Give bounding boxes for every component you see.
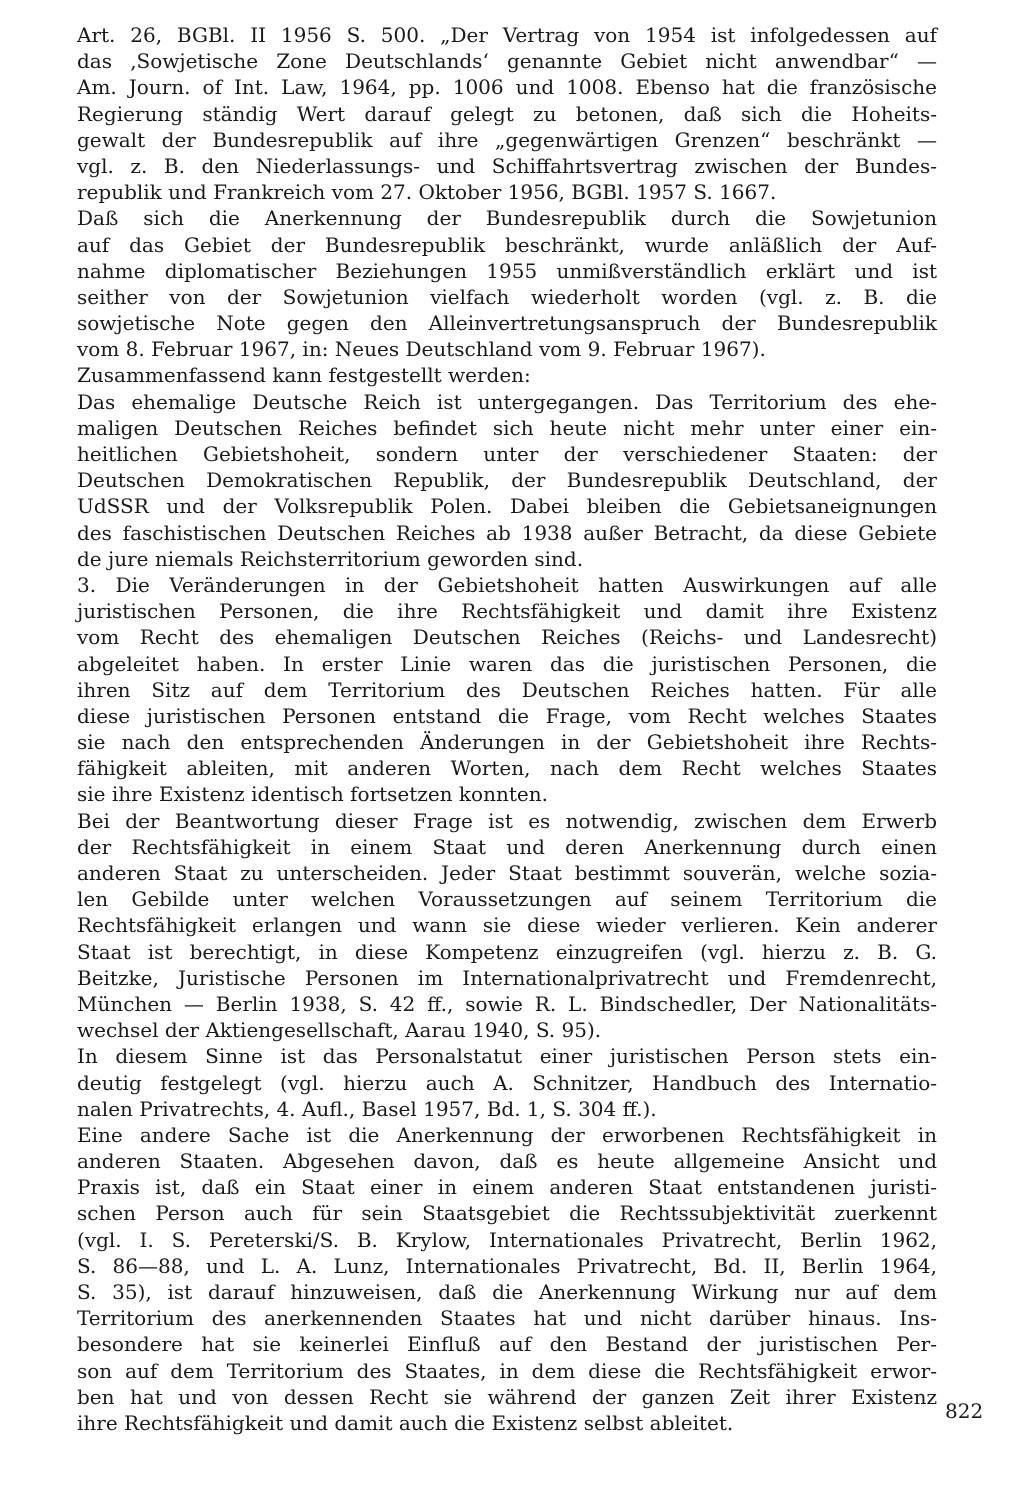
text-line: ihre Rechtsfähigkeit und damit auch die Existenz selbst ableitet. xyxy=(77,1410,734,1435)
text-line: anderen Staat zu unterscheiden. Jeder Staat bestimmt souverän, welche sozia- xyxy=(77,861,937,885)
text-line: S. 86—88, und L. A. Lunz, Internationales Privatrecht, Bd. II, Berlin 1964, xyxy=(77,1253,937,1278)
text-line: Bei der Beantwortung dieser Frage ist es notwendig, zwischen dem Erwerb xyxy=(77,808,937,833)
text-line: Art. 26, BGBl. II 1956 S. 500. „Der Vertrag von 1954 ist infolgedessen auf xyxy=(77,23,937,47)
text-line: sie nach den entsprechenden Änderungen in der Gebietshoheit ihre Rechts- xyxy=(77,730,937,755)
text-line: wechsel der Aktiengesellschaft, Aarau 1940, S. 95). xyxy=(77,1018,602,1043)
text-line: Zusammenfassend kann festgestellt werden: xyxy=(77,363,531,388)
text-line: schen Person auch für sein Staatsgebiet die Rechtssubjektivität zuerkennt xyxy=(77,1201,937,1226)
text-line: len Gebilde unter welchen Voraussetzungen auf seinem Territorium die xyxy=(77,887,937,912)
text-line: de jure niemals Reichsterritorium geworden sind. xyxy=(77,546,584,571)
text-line: Praxis ist, daß ein Staat einer in einem anderen Staat entstandenen juristi- xyxy=(77,1175,937,1200)
text-line: vom Recht des ehemaligen Deutschen Reiches (Reichs- und Landesrecht) xyxy=(77,625,937,650)
text-line: sowjetische Note gegen den Alleinvertretungsanspruch der Bundesrepublik xyxy=(77,311,937,336)
text-line: nahme diplomatischer Beziehungen 1955 unmißverständlich erklärt und ist xyxy=(77,258,937,283)
text-line: das ‚Sowjetische Zone Deutschlands‘ genannte Gebiet nicht anwendbar“ — xyxy=(77,49,937,74)
text-line: der Rechtsfähigkeit in einem Staat und deren Anerkennung durch einen xyxy=(77,834,937,859)
text-line: vom 8. Februar 1967, in: Neues Deutschland vom 9. Februar 1967). xyxy=(77,337,766,362)
body-text xyxy=(77,22,937,1436)
text-line: gewalt der Bundesrepublik auf ihre „gegenwärtigen Grenzen“ beschränkt — xyxy=(77,127,937,152)
text-line: 3. Die Veränderungen in der Gebietshoheit hatten Auswirkungen auf alle xyxy=(77,572,937,597)
text-line: ihren Sitz auf dem Territorium des Deutschen Reiches hatten. Für alle xyxy=(77,677,937,702)
text-line: auf das Gebiet der Bundesrepublik beschränkt, wurde anläßlich der Auf- xyxy=(77,232,937,257)
text-line: Eine andere Sache ist die Anerkennung der erworbenen Rechtsfähigkeit in xyxy=(77,1122,937,1147)
text-line: Staat ist berechtigt, in diese Kompetenz einzugreifen (vgl. hierzu z. B. G. xyxy=(77,939,937,964)
text-line: seither von der Sowjetunion vielfach wiederholt worden (vgl. z. B. die xyxy=(77,284,937,309)
text-line: München — Berlin 1938, S. 42 ff., sowie R. L. Bindschedler, Der Nationalitäts- xyxy=(77,991,937,1016)
text-line: fähigkeit ableiten, mit anderen Worten, nach dem Recht welches Staates xyxy=(77,756,937,781)
text-line: Beitzke, Juristische Personen im Internationalprivatrecht und Fremdenrecht, xyxy=(77,965,937,990)
text-line: sie ihre Existenz identisch fortsetzen konnten. xyxy=(77,782,548,807)
text-line: vgl. z. B. den Niederlassungs- und Schiffahrtsvertrag zwischen der Bundes- xyxy=(77,153,937,178)
text-line: heitlichen Gebietshoheit, sondern unter der verschiedener Staaten: der xyxy=(77,442,937,466)
text-line: Am. Journ. of Int. Law, 1964, pp. 1006 und 1008. Ebenso hat die französische xyxy=(77,75,937,100)
text-line: In diesem Sinne ist das Personalstatut einer juristischen Person stets ein- xyxy=(77,1044,937,1069)
text-line: anderen Staaten. Abgesehen davon, daß es heute allgemeine Ansicht und xyxy=(77,1149,937,1174)
text-line: (vgl. I. S. Pereterski/S. B. Krylow, Internationales Privatrecht, Berlin 1962, xyxy=(77,1227,937,1252)
text-line: Das ehemalige Deutsche Reich ist untergegangen. Das Territorium des ehe- xyxy=(77,389,937,414)
page-number: 822 xyxy=(945,1399,984,1423)
text-line: UdSSR und der Volksrepublik Polen. Dabei bleiben die Gebietsaneignungen xyxy=(77,494,937,519)
text-line: Rechtsfähigkeit erlangen und wann sie diese wieder verlieren. Kein anderer xyxy=(77,913,937,938)
text-line: son auf dem Territorium des Staates, in dem diese die Rechtsfähigkeit erwor- xyxy=(77,1358,937,1383)
text-line: diese juristischen Personen entstand die Frage, vom Recht welches Staates xyxy=(77,703,937,728)
text-line: besondere hat sie keinerlei Einfluß auf den Bestand der juristischen Per- xyxy=(77,1332,937,1357)
text-line: nalen Privatrechts, 4. Aufl., Basel 1957, Bd. 1, S. 304 ff.). xyxy=(77,1096,657,1121)
text-line: ben hat und von dessen Recht sie während der ganzen Zeit ihrer Existenz xyxy=(77,1384,937,1409)
text-line: abgeleitet haben. In erster Linie waren das die juristischen Personen, die xyxy=(77,651,937,676)
text-line: maligen Deutschen Reiches befindet sich heute nicht mehr unter einer ein- xyxy=(77,415,937,440)
text-line: Territorium des anerkennenden Staates hat und nicht darüber hinaus. Ins- xyxy=(77,1306,937,1331)
text-line: S. 35), ist darauf hinzuweisen, daß die Anerkennung Wirkung nur auf dem xyxy=(77,1280,937,1304)
text-line: juristischen Personen, die ihre Rechtsfähigkeit und damit ihre Existenz xyxy=(77,599,937,624)
text-line: Daß sich die Anerkennung der Bundesrepublik durch die Sowjetunion xyxy=(77,206,937,231)
text-line: Deutschen Demokratischen Republik, der Bundesrepublik Deutschland, der xyxy=(77,468,937,493)
text-line: deutig festgelegt (vgl. hierzu auch A. Schnitzer, Handbuch des Internatio- xyxy=(77,1070,937,1095)
text-line: republik und Frankreich vom 27. Oktober 1956, BGBl. 1957 S. 1667. xyxy=(77,180,777,205)
text-line: Regierung ständig Wert darauf gelegt zu betonen, daß sich die Hoheits- xyxy=(77,101,937,126)
text-line: des faschistischen Deutschen Reiches ab 1938 außer Betracht, da diese Gebiete xyxy=(77,520,937,545)
